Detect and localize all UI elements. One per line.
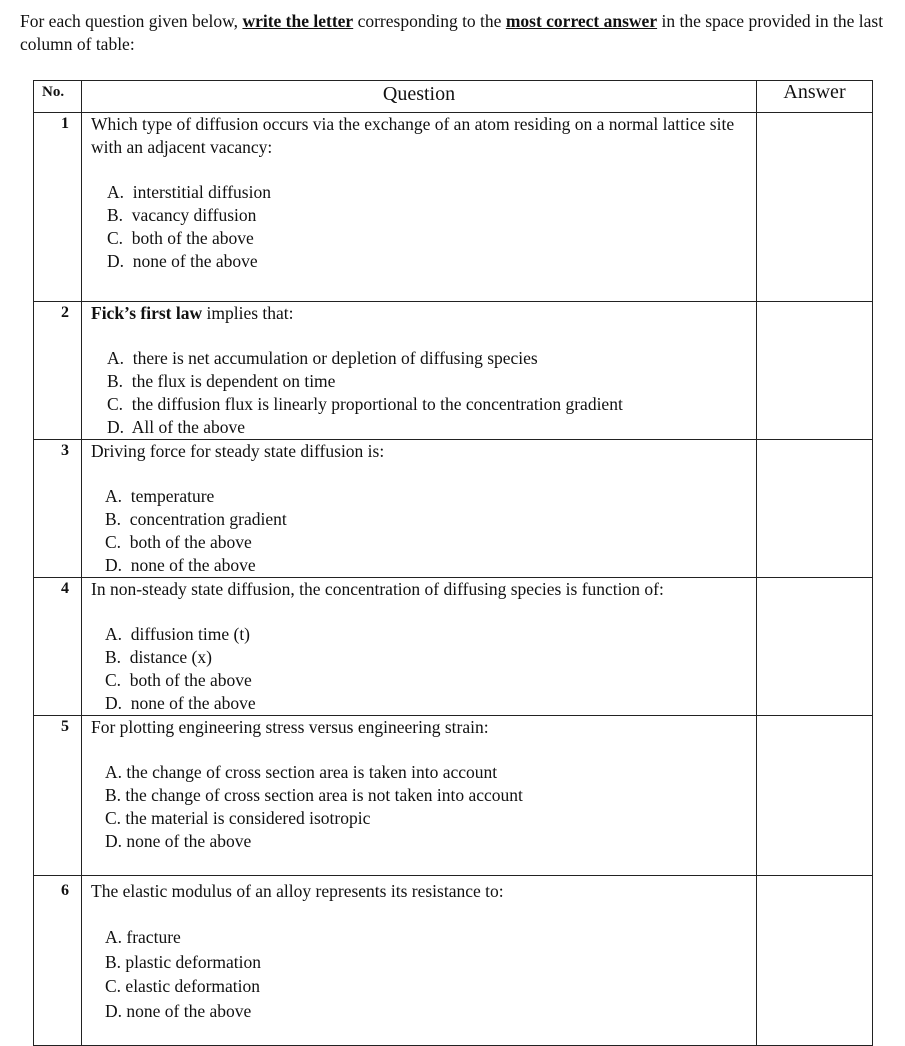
question-stem-text: implies that:: [206, 303, 294, 323]
option-a: A. diffusion time (t): [105, 624, 251, 644]
question-row-1: [34, 113, 873, 302]
option-c: C. the material is considered isotropic: [105, 808, 371, 828]
instructions: [20, 10, 895, 56]
option-c: C. both of the above: [107, 228, 254, 248]
header-answer: Answer: [757, 81, 873, 113]
option-list: [91, 485, 756, 577]
option-d: D. none of the above: [105, 693, 256, 713]
instructions-text-2: corresponding to the: [357, 11, 502, 31]
option-a: A. fracture: [105, 927, 181, 947]
question-cell: [82, 716, 757, 876]
quiz-table: [33, 80, 873, 1046]
option-d: D. none of the above: [105, 831, 252, 851]
instructions-text-3: in the space provided in the last column of table:: [20, 11, 884, 54]
question-cell: [82, 440, 757, 578]
answer-cell[interactable]: [757, 302, 873, 440]
instructions-text-1: For each question given below,: [20, 11, 239, 31]
option-a: A. temperature: [105, 486, 215, 506]
question-stem-bold: Fick’s first law: [91, 303, 203, 323]
question-stem: The elastic modulus of an alloy represents its resistance to:: [91, 881, 504, 901]
answer-cell[interactable]: [757, 876, 873, 1046]
question-stem: For plotting engineering stress versus engineering strain:: [91, 717, 489, 737]
question-stem: In non-steady state diffusion, the concentration of diffusing species is function of:: [91, 579, 664, 599]
question-cell: [82, 113, 757, 302]
question-row-4: [34, 578, 873, 716]
option-b: B. concentration gradient: [105, 509, 287, 529]
question-number: 1: [34, 113, 82, 302]
option-d: D. All of the above: [107, 417, 246, 437]
question-cell: [82, 578, 757, 716]
option-c: C. elastic deformation: [105, 976, 261, 996]
question-row-3: [34, 440, 873, 578]
option-c: C. both of the above: [105, 670, 252, 690]
question-number: 4: [34, 578, 82, 716]
option-b: B. the flux is dependent on time: [107, 371, 336, 391]
header-no: No.: [34, 81, 82, 113]
option-a: A. interstitial diffusion: [107, 182, 271, 202]
question-row-2: [34, 302, 873, 440]
option-b: B. the change of cross section area is not taken into account: [105, 785, 523, 805]
question-cell: [82, 302, 757, 440]
option-a: A. there is net accumulation or depletion of diffusing species: [107, 348, 538, 368]
option-b: B. vacancy diffusion: [107, 205, 257, 225]
answer-cell[interactable]: [757, 716, 873, 876]
option-list: [91, 347, 756, 439]
question-row-5: [34, 716, 873, 876]
option-b: B. plastic deformation: [105, 951, 262, 972]
option-list: [91, 761, 756, 853]
question-stem: Which type of diffusion occurs via the exchange of an atom residing on a normal lattice site with an adjacent vacancy:: [91, 114, 735, 157]
question-row-6: [34, 876, 873, 1046]
option-b: B. distance (x): [105, 647, 212, 667]
option-list: [91, 623, 756, 715]
question-number: 2: [34, 302, 82, 440]
answer-cell[interactable]: [757, 113, 873, 302]
question-stem: Driving force for steady state diffusion is:: [91, 441, 385, 461]
option-d: D. none of the above: [105, 1000, 252, 1021]
question-cell: [82, 876, 757, 1046]
question-number: 6: [34, 876, 82, 1046]
header-question: Question: [82, 81, 757, 113]
answer-cell[interactable]: [757, 440, 873, 578]
question-stem: [91, 302, 756, 325]
option-list: [91, 925, 756, 1023]
question-number: 3: [34, 440, 82, 578]
option-c: C. both of the above: [105, 532, 252, 552]
option-c: C. the diffusion flux is linearly proportional to the concentration gradient: [107, 394, 623, 414]
option-list: [91, 181, 756, 273]
option-a: A. the change of cross section area is taken into account: [105, 762, 498, 782]
option-d: D. none of the above: [107, 251, 258, 271]
answer-cell[interactable]: [757, 578, 873, 716]
option-d: D. none of the above: [105, 555, 256, 575]
question-number: 5: [34, 716, 82, 876]
header-row: [34, 81, 873, 113]
instructions-emphasis-2: most correct answer: [505, 11, 658, 31]
instructions-emphasis-1: write the letter: [242, 11, 354, 31]
